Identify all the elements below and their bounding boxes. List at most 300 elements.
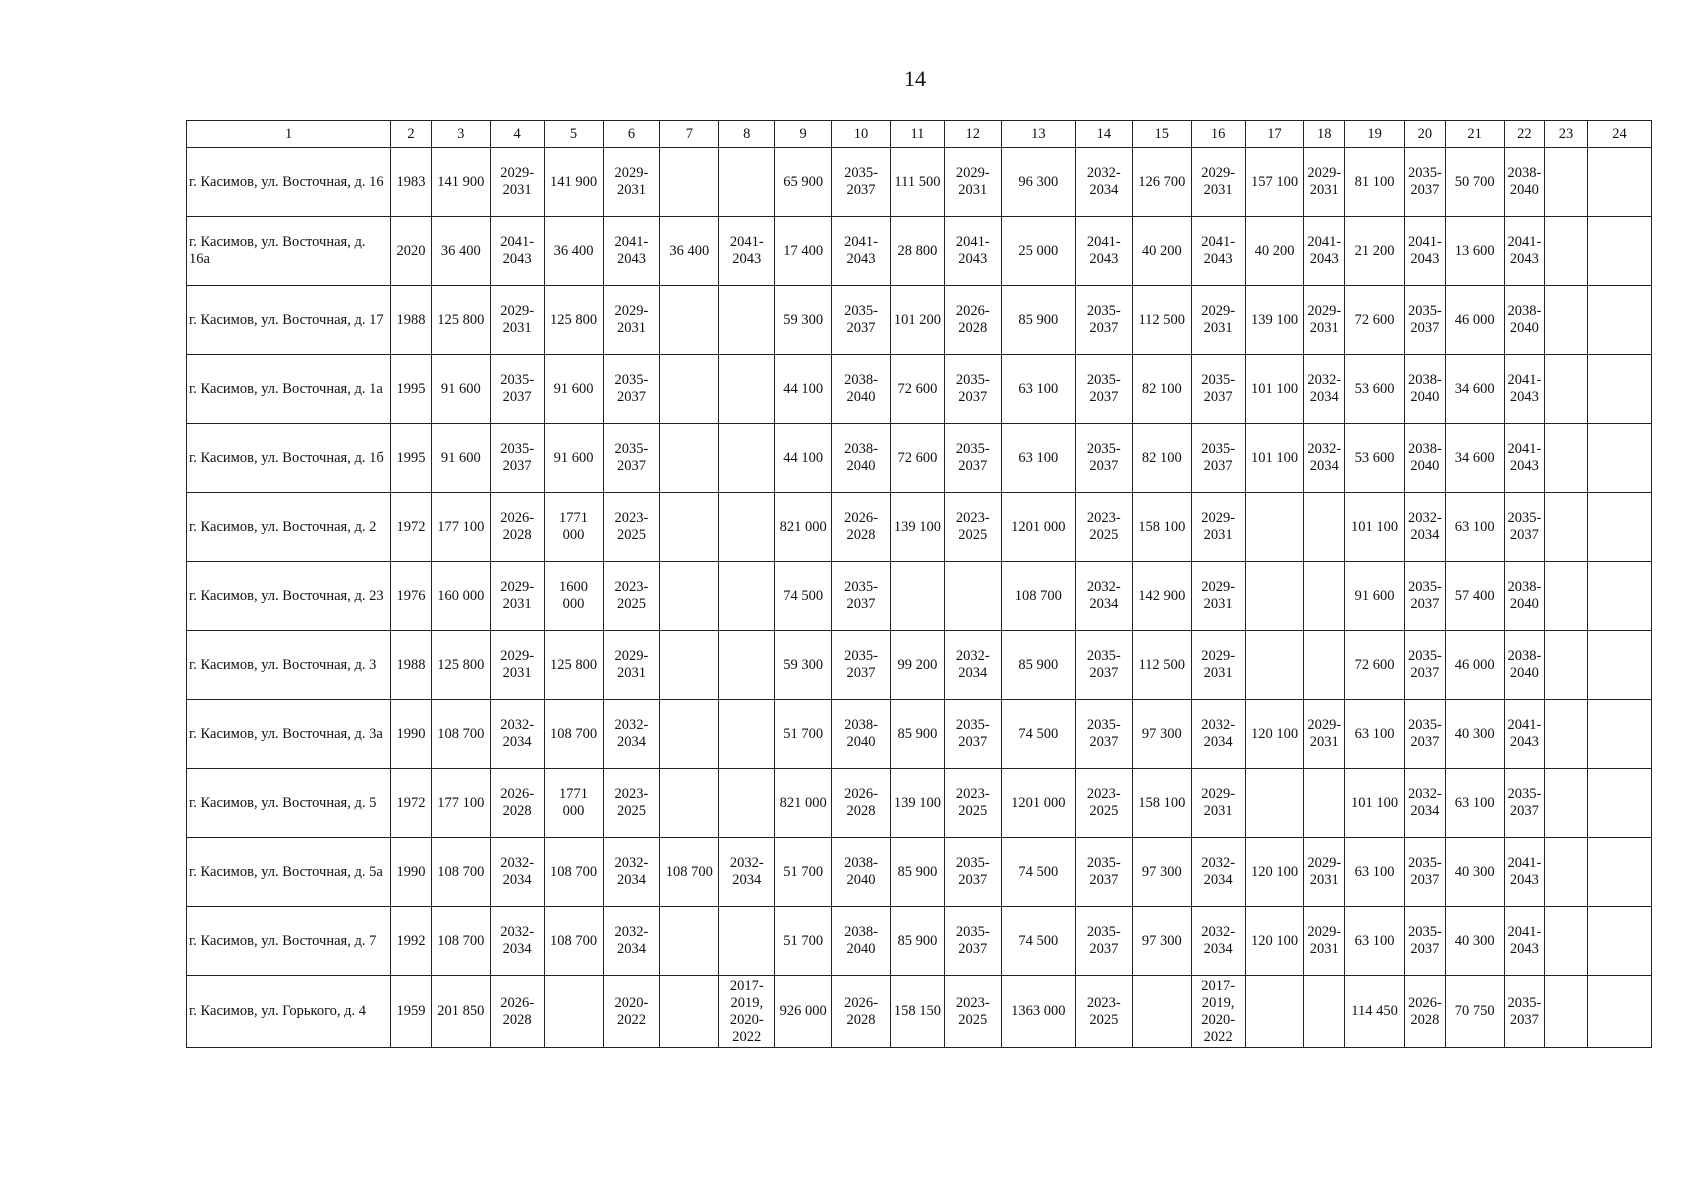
cell-value: 1363 000 <box>1011 1003 1066 1019</box>
cell-value: 53 600 <box>1354 380 1395 397</box>
cell-value: 2041- 2043 <box>1507 372 1542 405</box>
table-cell <box>431 286 490 355</box>
cell-value: 2035- 2037 <box>500 441 535 474</box>
table-cell <box>944 493 1001 562</box>
column-number-7: 7 <box>660 121 719 148</box>
table-cell <box>1075 148 1132 217</box>
table-cell <box>1345 424 1405 493</box>
table-cell <box>1545 493 1588 562</box>
address-text: г. Касимов, ул. Восточная, д. 16а <box>189 234 366 267</box>
address-cell <box>187 217 391 286</box>
table-cell <box>660 217 719 286</box>
cell-value: 72 600 <box>897 449 938 466</box>
cell-value: 177 100 <box>437 794 485 811</box>
cell-value: 2026- 2028 <box>500 994 535 1028</box>
cell-value: 112 500 <box>1138 311 1186 328</box>
table-cell <box>1191 424 1245 493</box>
cell-value: 2041- 2043 <box>1507 924 1542 957</box>
table-cell <box>431 631 490 700</box>
table-cell <box>1001 424 1075 493</box>
table-row <box>187 562 1652 631</box>
table-cell <box>1445 493 1504 562</box>
table-cell <box>944 631 1001 700</box>
address-cell <box>187 907 391 976</box>
cell-value: 2023- 2025 <box>955 786 990 819</box>
table-cell <box>544 838 603 907</box>
column-number-3: 3 <box>431 121 490 148</box>
cell-value: 40 200 <box>1254 242 1295 259</box>
cell-value: 821 000 <box>779 794 827 811</box>
table-cell <box>832 562 891 631</box>
table-cell <box>1191 286 1245 355</box>
cell-value: 141 900 <box>437 173 485 190</box>
cell-value: 2035- 2037 <box>844 579 878 612</box>
column-number-16: 16 <box>1191 121 1245 148</box>
table-cell <box>1345 148 1405 217</box>
cell-value: 114 450 <box>1351 1003 1398 1019</box>
cell-value: 2038- 2040 <box>844 372 878 405</box>
table-cell <box>431 976 490 1048</box>
cell-value: 2026- 2028 <box>1407 994 1442 1028</box>
table-cell <box>1191 217 1245 286</box>
cell-value: 2035- 2037 <box>844 648 878 681</box>
table-cell <box>719 424 775 493</box>
table-cell <box>391 907 432 976</box>
cell-value: 46 000 <box>1454 656 1495 673</box>
cell-value: 1771 000 <box>559 786 589 819</box>
table-cell <box>1075 700 1132 769</box>
table-cell <box>1405 769 1446 838</box>
table-cell <box>544 976 603 1048</box>
table-cell <box>431 493 490 562</box>
table-cell <box>431 700 490 769</box>
table-cell <box>1245 838 1304 907</box>
cell-value: 82 100 <box>1141 380 1182 397</box>
table-cell <box>719 217 775 286</box>
cell-value: 2035- 2037 <box>1507 510 1542 543</box>
table-cell <box>719 631 775 700</box>
cell-value: 82 100 <box>1141 449 1182 466</box>
cell-value: 108 700 <box>549 932 598 949</box>
cell-value: 2035- 2037 <box>1086 303 1121 336</box>
table-cell <box>944 286 1001 355</box>
cell-value: 63 100 <box>1018 380 1059 397</box>
cell-value: 2026- 2028 <box>500 510 535 543</box>
cell-value: 2035- 2037 <box>955 372 990 405</box>
table-cell <box>490 907 544 976</box>
page-number: 14 <box>904 66 926 91</box>
cell-value: 125 800 <box>437 656 485 673</box>
table-cell <box>1545 424 1588 493</box>
table-cell <box>891 907 945 976</box>
cell-value: 70 750 <box>1454 1003 1495 1019</box>
table-cell <box>719 562 775 631</box>
table-cell <box>1191 907 1245 976</box>
table-cell <box>891 424 945 493</box>
cell-value: 36 400 <box>669 242 710 259</box>
table-cell <box>1445 355 1504 424</box>
cell-value: 2035- 2037 <box>1407 165 1442 198</box>
table-cell <box>1075 217 1132 286</box>
table-cell <box>490 355 544 424</box>
table-cell <box>391 700 432 769</box>
table-row <box>187 355 1652 424</box>
cell-value: 74 500 <box>1018 725 1059 742</box>
cell-value: 2032- 2034 <box>1407 786 1442 819</box>
table-cell <box>1587 148 1651 217</box>
table-cell <box>1075 355 1132 424</box>
table-cell <box>391 562 432 631</box>
column-number-8: 8 <box>719 121 775 148</box>
table-cell <box>1191 976 1245 1048</box>
cell-value: 2029- 2031 <box>1201 165 1236 198</box>
cell-value: 63 100 <box>1018 449 1059 466</box>
table-cell <box>544 700 603 769</box>
column-number-4: 4 <box>490 121 544 148</box>
table-cell <box>1191 700 1245 769</box>
table-cell <box>1132 976 1191 1048</box>
cell-value: 2023- 2025 <box>1086 994 1121 1028</box>
cell-value: 2026- 2028 <box>844 510 878 543</box>
cell-value: 111 500 <box>894 173 941 190</box>
cell-value: 139 100 <box>893 518 941 535</box>
table-cell <box>660 838 719 907</box>
cell-value: 2035- 2037 <box>1407 579 1442 612</box>
table-cell <box>1304 700 1345 769</box>
table-cell <box>775 148 832 217</box>
table-cell <box>490 769 544 838</box>
cell-value: 108 700 <box>437 932 485 949</box>
table-cell <box>1191 355 1245 424</box>
address-cell <box>187 286 391 355</box>
table-cell <box>660 148 719 217</box>
table-cell <box>490 631 544 700</box>
table-cell <box>1405 631 1446 700</box>
column-number-21: 21 <box>1445 121 1504 148</box>
table-cell <box>1132 631 1191 700</box>
cell-value: 85 900 <box>1018 656 1059 673</box>
table-cell <box>719 838 775 907</box>
cell-value: 28 800 <box>897 242 938 259</box>
cell-value: 2038- 2040 <box>1507 579 1542 612</box>
address-cell <box>187 493 391 562</box>
cell-value: 126 700 <box>1138 173 1186 190</box>
table-cell <box>832 493 891 562</box>
cell-value: 1600 000 <box>559 579 589 612</box>
table-cell <box>603 976 660 1048</box>
column-number-9: 9 <box>775 121 832 148</box>
cell-value: 2035- 2037 <box>614 372 649 405</box>
table-cell <box>944 907 1001 976</box>
cell-value: 2032- 2034 <box>614 855 649 888</box>
table-cell <box>1245 769 1304 838</box>
table-row <box>187 493 1652 562</box>
cell-value: 125 800 <box>437 311 485 328</box>
table-cell <box>944 148 1001 217</box>
cell-value: 112 500 <box>1138 656 1186 673</box>
table-cell <box>1304 907 1345 976</box>
cell-value: 2038- 2040 <box>844 717 878 750</box>
table-cell <box>1405 976 1446 1048</box>
column-number-14: 14 <box>1075 121 1132 148</box>
table-cell <box>775 355 832 424</box>
cell-value: 125 800 <box>549 311 598 328</box>
cell-value: 59 300 <box>783 656 824 673</box>
cell-value: 1201 000 <box>1011 518 1066 535</box>
cell-value: 72 600 <box>1354 656 1395 673</box>
table-cell <box>832 700 891 769</box>
table-cell <box>719 148 775 217</box>
table-cell <box>1445 562 1504 631</box>
cell-value: 2026- 2028 <box>500 786 535 819</box>
cell-value: 17 400 <box>783 242 824 259</box>
table-cell <box>431 217 490 286</box>
table-cell <box>1304 148 1345 217</box>
table-cell <box>1504 907 1545 976</box>
table-cell <box>1001 217 1075 286</box>
table-cell <box>391 493 432 562</box>
cell-value: 2032- 2034 <box>1307 441 1342 474</box>
table-cell <box>1504 631 1545 700</box>
table-cell <box>1304 286 1345 355</box>
table-cell <box>1001 286 1075 355</box>
table-cell <box>490 976 544 1048</box>
address-text: г. Касимов, ул. Восточная, д. 5 <box>189 794 377 811</box>
table-cell <box>660 355 719 424</box>
table-cell <box>891 286 945 355</box>
cell-value: 85 900 <box>897 725 938 742</box>
cell-value: 2026- 2028 <box>844 786 878 819</box>
table-cell <box>1504 424 1545 493</box>
cell-value: 2035- 2037 <box>614 441 649 474</box>
cell-value: 63 100 <box>1454 794 1495 811</box>
table-cell <box>1587 217 1651 286</box>
cell-value: 51 700 <box>783 725 824 742</box>
cell-value: 2041- 2043 <box>500 234 535 267</box>
table-cell <box>1132 217 1191 286</box>
table-cell <box>1545 355 1588 424</box>
column-number-10: 10 <box>832 121 891 148</box>
table-cell <box>1545 217 1588 286</box>
table-cell <box>490 424 544 493</box>
table-cell <box>944 562 1001 631</box>
table-row <box>187 769 1652 838</box>
address-text: г. Касимов, ул. Восточная, д. 23 <box>189 587 384 604</box>
table-cell <box>1245 562 1304 631</box>
table-cell <box>1304 769 1345 838</box>
table-cell <box>1504 700 1545 769</box>
cell-value: 2032- 2034 <box>614 924 649 957</box>
table-cell <box>1075 838 1132 907</box>
cell-value: 1972 <box>396 518 426 535</box>
table-cell <box>544 769 603 838</box>
cell-value: 2032- 2034 <box>500 924 535 957</box>
table-cell <box>1191 148 1245 217</box>
table-cell <box>1304 217 1345 286</box>
table-cell <box>1001 562 1075 631</box>
table-cell <box>1001 907 1075 976</box>
table-cell <box>1075 286 1132 355</box>
table-cell <box>660 493 719 562</box>
cell-value: 63 100 <box>1354 932 1395 949</box>
cell-value: 2035- 2037 <box>1407 924 1442 957</box>
cell-value: 2029- 2031 <box>1307 303 1342 336</box>
cell-value: 2041- 2043 <box>955 234 990 267</box>
table-cell <box>490 700 544 769</box>
table-cell <box>1245 907 1304 976</box>
cell-value: 101 100 <box>1250 449 1299 466</box>
table-cell <box>1545 700 1588 769</box>
cell-value: 2029- 2031 <box>500 303 535 336</box>
cell-value: 2020- 2022 <box>614 994 649 1028</box>
cell-value: 101 200 <box>893 311 941 328</box>
cell-value: 74 500 <box>1018 932 1059 949</box>
table-cell <box>660 976 719 1048</box>
table-cell <box>1245 355 1304 424</box>
table-cell <box>1405 700 1446 769</box>
cell-value: 2038- 2040 <box>1407 372 1442 405</box>
cell-value: 74 500 <box>1018 863 1059 880</box>
table-cell <box>1587 838 1651 907</box>
table-cell <box>1001 631 1075 700</box>
cell-value: 40 300 <box>1454 725 1495 742</box>
table-cell <box>775 424 832 493</box>
cell-value: 108 700 <box>549 725 598 742</box>
cell-value: 1990 <box>396 725 426 742</box>
cell-value: 2041- 2043 <box>1407 234 1442 267</box>
cell-value: 2038- 2040 <box>1507 165 1542 198</box>
table-cell <box>603 769 660 838</box>
cell-value: 1972 <box>396 794 426 811</box>
address-cell <box>187 700 391 769</box>
cell-value: 63 100 <box>1454 518 1495 535</box>
cell-value: 51 700 <box>783 863 824 880</box>
column-number-6: 6 <box>603 121 660 148</box>
cell-value: 57 400 <box>1454 587 1495 604</box>
table-cell <box>1587 286 1651 355</box>
table-cell <box>1075 769 1132 838</box>
cell-value: 2023- 2025 <box>955 510 990 543</box>
cell-value: 2029- 2031 <box>500 579 535 612</box>
cell-value: 2023- 2025 <box>955 994 990 1028</box>
table-cell <box>1191 838 1245 907</box>
table-cell <box>1132 700 1191 769</box>
table-cell <box>1405 838 1446 907</box>
table-cell <box>1345 217 1405 286</box>
table-row <box>187 700 1652 769</box>
cell-value: 1976 <box>396 587 426 604</box>
cell-value: 97 300 <box>1141 863 1182 880</box>
table-cell <box>891 217 945 286</box>
table-cell <box>1132 838 1191 907</box>
cell-value: 2041- 2043 <box>1086 234 1121 267</box>
column-number-22: 22 <box>1504 121 1545 148</box>
cell-value: 2035- 2037 <box>1086 855 1121 888</box>
cell-value: 2032- 2034 <box>500 855 535 888</box>
table-cell <box>603 286 660 355</box>
table-cell <box>1345 562 1405 631</box>
cell-value: 13 600 <box>1454 242 1495 259</box>
table-cell <box>391 631 432 700</box>
table-cell <box>891 562 945 631</box>
table-cell <box>1001 700 1075 769</box>
table-cell <box>431 907 490 976</box>
table-cell <box>1587 355 1651 424</box>
cell-value: 2029- 2031 <box>1201 648 1236 681</box>
table-cell <box>544 493 603 562</box>
table-cell <box>1504 562 1545 631</box>
cell-value: 2038- 2040 <box>844 924 878 957</box>
cell-value: 2032- 2034 <box>1407 510 1442 543</box>
table-cell <box>391 976 432 1048</box>
table-cell <box>603 493 660 562</box>
cell-value: 2041- 2043 <box>729 234 764 267</box>
table-cell <box>1504 217 1545 286</box>
table-cell <box>544 907 603 976</box>
cell-value: 2029- 2031 <box>614 648 649 681</box>
address-text: г. Касимов, ул. Восточная, д. 1б <box>189 449 384 466</box>
cell-value: 2035- 2037 <box>1507 786 1542 819</box>
table-cell <box>1504 493 1545 562</box>
cell-value: 108 700 <box>549 863 598 880</box>
table-cell <box>1445 700 1504 769</box>
cell-value: 1990 <box>396 863 426 880</box>
table-cell <box>431 838 490 907</box>
table-cell <box>775 976 832 1048</box>
table-cell <box>775 286 832 355</box>
cell-value: 2029- 2031 <box>1307 855 1342 888</box>
cell-value: 2032- 2034 <box>500 717 535 750</box>
table-cell <box>660 286 719 355</box>
table-cell <box>1445 838 1504 907</box>
cell-value: 2035- 2037 <box>1407 303 1442 336</box>
table-cell <box>891 769 945 838</box>
table-cell <box>1075 907 1132 976</box>
table-cell <box>603 631 660 700</box>
cell-value: 2026- 2028 <box>844 994 878 1028</box>
address-cell <box>187 631 391 700</box>
table-cell <box>1132 355 1191 424</box>
table-cell <box>1132 562 1191 631</box>
table-cell <box>775 838 832 907</box>
table-cell <box>603 562 660 631</box>
cell-value: 108 700 <box>437 863 485 880</box>
cell-value: 99 200 <box>897 656 938 673</box>
table-cell <box>1405 493 1446 562</box>
cell-value: 40 300 <box>1454 863 1495 880</box>
table-cell <box>1075 976 1132 1048</box>
cell-value: 1988 <box>396 656 426 673</box>
cell-value: 2035- 2037 <box>844 165 878 198</box>
address-cell <box>187 769 391 838</box>
table-cell <box>391 148 432 217</box>
cell-value: 101 100 <box>1351 518 1399 535</box>
table-cell <box>832 769 891 838</box>
cell-value: 201 850 <box>437 1003 485 1019</box>
cell-value: 2035- 2037 <box>1086 441 1121 474</box>
cell-value: 2029- 2031 <box>1201 786 1236 819</box>
cell-value: 158 100 <box>1138 794 1186 811</box>
table-cell <box>1445 769 1504 838</box>
table-cell <box>391 286 432 355</box>
cell-value: 2029- 2031 <box>1307 924 1342 957</box>
table-row <box>187 976 1652 1048</box>
table-cell <box>832 286 891 355</box>
address-cell <box>187 562 391 631</box>
cell-value: 158 150 <box>893 1003 941 1019</box>
table-cell <box>1545 838 1588 907</box>
table-cell <box>775 217 832 286</box>
